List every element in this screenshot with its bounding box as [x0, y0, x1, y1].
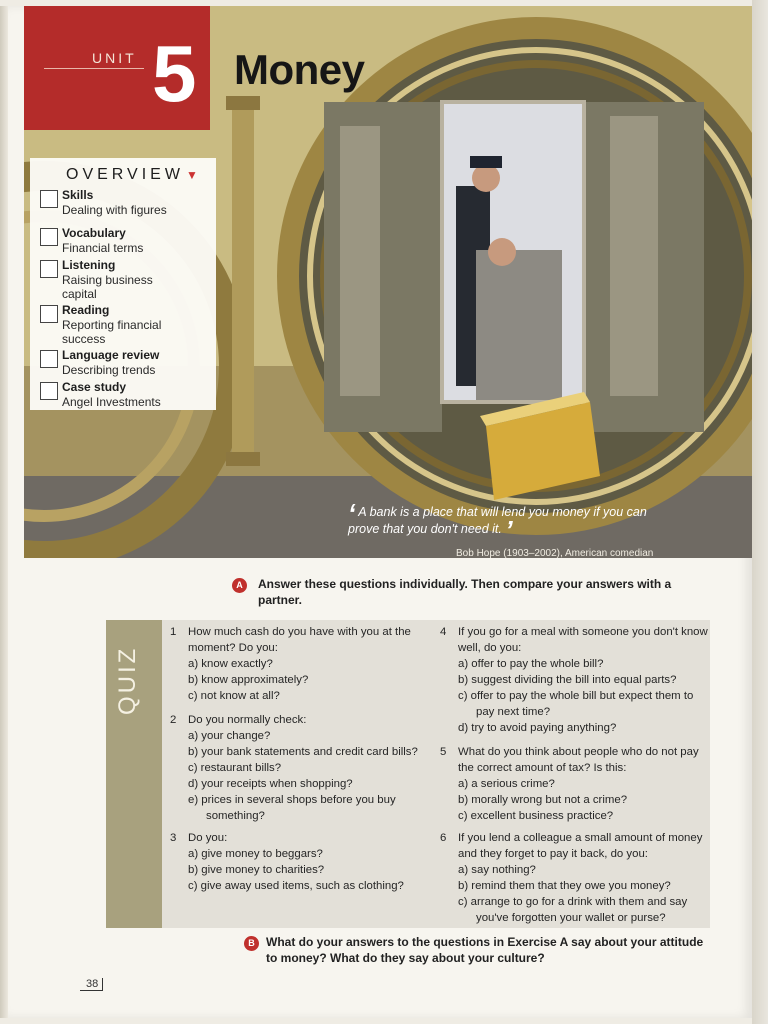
unit-tab	[24, 6, 210, 130]
overview-category: Language review	[62, 348, 160, 362]
overview-item	[62, 226, 214, 255]
quiz-question	[440, 830, 710, 926]
answer-option[interactable]: d) your receipts when shopping?	[188, 778, 353, 790]
checkbox[interactable]	[40, 305, 58, 323]
quote-text: A bank is a place that will lend you money if you can prove that you don't need it.	[348, 505, 647, 536]
overview-subtitle: Describing trends	[62, 363, 156, 377]
answer-option[interactable]: b) give money to charities?	[188, 864, 325, 876]
page-number: 38	[80, 978, 103, 991]
answer-option[interactable]: c) give away used items, such as clothing?	[188, 880, 404, 892]
exercise-b-badge: B	[244, 936, 259, 951]
question-text: If you lend a colleague a small amount of money and they forget to pay it back, do you:	[458, 832, 703, 860]
question-number: 2	[170, 714, 177, 726]
quiz-question	[170, 712, 448, 824]
answer-option[interactable]: c) arrange to go for a drink with them and say you've forgotten your wallet or purse?	[458, 896, 688, 924]
answer-option[interactable]: c) not know at all?	[188, 690, 280, 702]
close-quote-icon: ’	[505, 515, 513, 545]
overview-item	[62, 348, 214, 377]
overview-item	[62, 258, 182, 301]
answer-option[interactable]: a) offer to pay the whole bill?	[458, 658, 604, 670]
quiz-label: QUIZ	[114, 645, 141, 715]
binding-gutter	[0, 6, 8, 1018]
answer-option[interactable]: a) say nothing?	[458, 864, 536, 876]
overview-subtitle: Financial terms	[62, 241, 144, 255]
answer-option[interactable]: b) suggest dividing the bill into equal parts?	[458, 674, 677, 686]
answer-option[interactable]: b) know approximately?	[188, 674, 309, 686]
overview-category: Listening	[62, 258, 116, 272]
overview-panel	[30, 158, 216, 410]
question-number: 4	[440, 626, 447, 638]
question-number: 6	[440, 832, 447, 844]
overview-item	[62, 380, 214, 409]
quiz-panel	[106, 620, 710, 928]
triangle-down-icon: ▼	[185, 168, 198, 182]
overview-category: Vocabulary	[62, 226, 126, 240]
quote	[348, 498, 678, 545]
checkbox[interactable]	[40, 190, 58, 208]
checkbox[interactable]	[40, 350, 58, 368]
checkbox[interactable]	[40, 382, 58, 400]
open-quote-icon: ‘	[348, 498, 356, 528]
answer-option[interactable]: c) offer to pay the whole bill but expect them to pay next time?	[458, 690, 694, 718]
question-number: 1	[170, 626, 177, 638]
overview-item	[62, 188, 214, 217]
answer-option[interactable]: b) your bank statements and credit card bills?	[188, 746, 418, 758]
answer-option[interactable]: a) give money to beggars?	[188, 848, 323, 860]
quote-author: Bob Hope (1903–2002), American comedian	[456, 548, 654, 559]
unit-number: 5	[152, 29, 197, 118]
overview-category: Reading	[62, 303, 110, 317]
overview-subtitle: Dealing with figures	[62, 203, 167, 217]
unit-label: UNIT	[92, 50, 137, 66]
overview-category: Case study	[62, 380, 127, 394]
answer-option[interactable]: c) excellent business practice?	[458, 810, 614, 822]
overview-subtitle: Raising business capital	[62, 273, 153, 301]
overview-heading: OVERVIEW ▼	[66, 166, 198, 183]
answer-option[interactable]: c) restaurant bills?	[188, 762, 282, 774]
page-edge	[752, 0, 768, 1024]
question-number: 5	[440, 746, 447, 758]
checkbox[interactable]	[40, 260, 58, 278]
answer-option[interactable]: b) morally wrong but not a crime?	[458, 794, 628, 806]
overview-category: Skills	[62, 188, 94, 202]
question-text: Do you:	[188, 832, 228, 844]
answer-option[interactable]: a) know exactly?	[188, 658, 273, 670]
exercise-a-instruction: Answer these questions individually. Then compare your answers with a partner.	[258, 577, 672, 607]
answer-option[interactable]: a) a serious crime?	[458, 778, 555, 790]
question-text: What do you think about people who do not pay the correct amount of tax? Is this:	[458, 746, 699, 774]
answer-option[interactable]: d) try to avoid paying anything?	[458, 722, 617, 734]
question-number: 3	[170, 832, 177, 844]
quiz-question	[440, 744, 708, 824]
question-text: How much cash do you have with you at the moment? Do you:	[188, 626, 411, 654]
answer-option[interactable]: e) prices in several shops before you buy something?	[188, 794, 396, 822]
checkbox[interactable]	[40, 228, 58, 246]
question-text: If you go for a meal with someone you don't know well, do you:	[458, 626, 708, 654]
exercise-a-badge: A	[232, 578, 247, 593]
overview-item	[62, 303, 202, 346]
quiz-question	[170, 830, 438, 894]
answer-option[interactable]: a) your change?	[188, 730, 271, 742]
unit-rule	[44, 68, 144, 69]
textbook-page	[8, 6, 752, 1018]
quiz-question	[440, 624, 708, 736]
exercise-b-instruction: What do your answers to the questions in Exercise A say about your attitude to money? What do they say about your culture?	[266, 935, 704, 965]
quiz-question	[170, 624, 438, 704]
question-text: Do you normally check:	[188, 714, 307, 726]
overview-subtitle: Angel Investments	[62, 395, 161, 409]
answer-option[interactable]: b) remind them that they owe you money?	[458, 880, 671, 892]
unit-title: Money	[234, 46, 365, 93]
quiz-band	[106, 620, 162, 928]
overview-subtitle: Reporting financial success	[62, 318, 162, 346]
